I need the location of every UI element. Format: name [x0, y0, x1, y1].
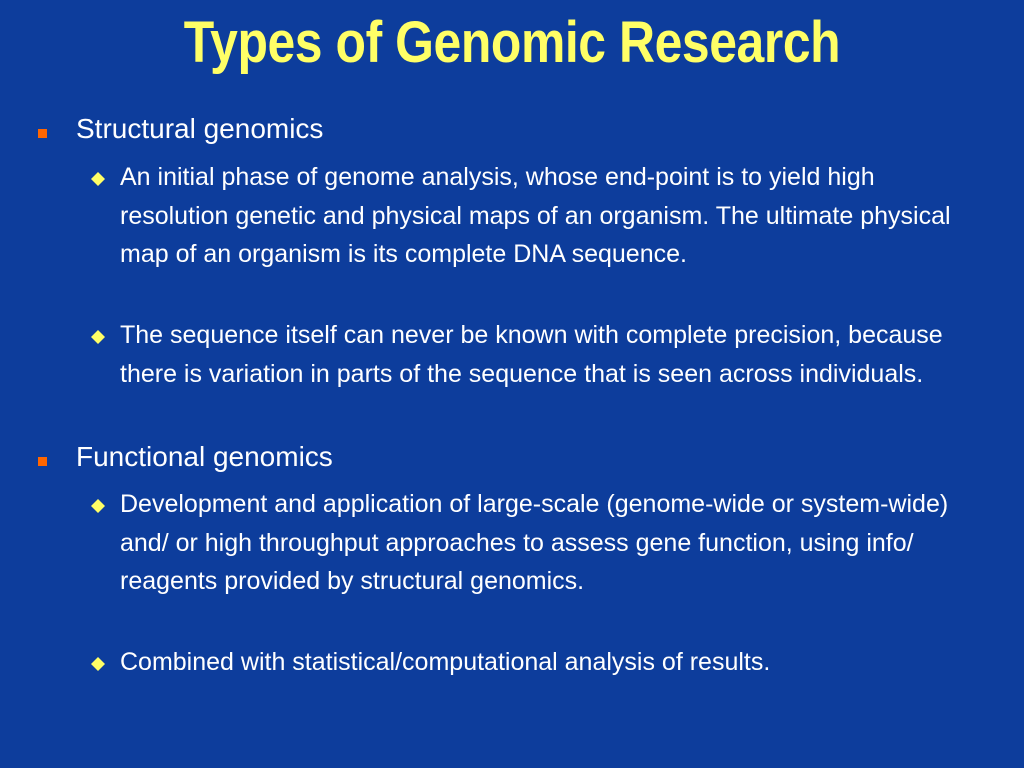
diamond-bullet-icon	[90, 329, 106, 345]
slide-title: Types of Genomic Research	[183, 10, 841, 75]
section-point: Development and application of large-scale (genome-wide or system-wide) and/ or high throughput approaches to assess gene function, using info/ reagents provided by structural genomics.	[120, 490, 949, 595]
section-point: An initial phase of genome analysis, whose end-point is to yield high resolution genetic and physical maps of an organism. The ultimate physical map of an organism is its complete DNA sequence.	[120, 163, 951, 268]
section-heading-functional: Functional genomics	[76, 441, 333, 472]
section-point: The sequence itself can never be known with complete precision, because there is variation in parts of the sequence that is seen across individuals.	[120, 321, 943, 388]
section-point: Combined with statistical/computational analysis of results.	[120, 648, 771, 676]
diamond-bullet-icon	[90, 171, 106, 187]
section-heading-structural: Structural genomics	[76, 113, 324, 144]
square-bullet-icon	[38, 129, 47, 138]
square-bullet-icon	[38, 457, 47, 466]
diamond-bullet-icon	[90, 656, 106, 672]
diamond-bullet-icon	[90, 498, 106, 514]
